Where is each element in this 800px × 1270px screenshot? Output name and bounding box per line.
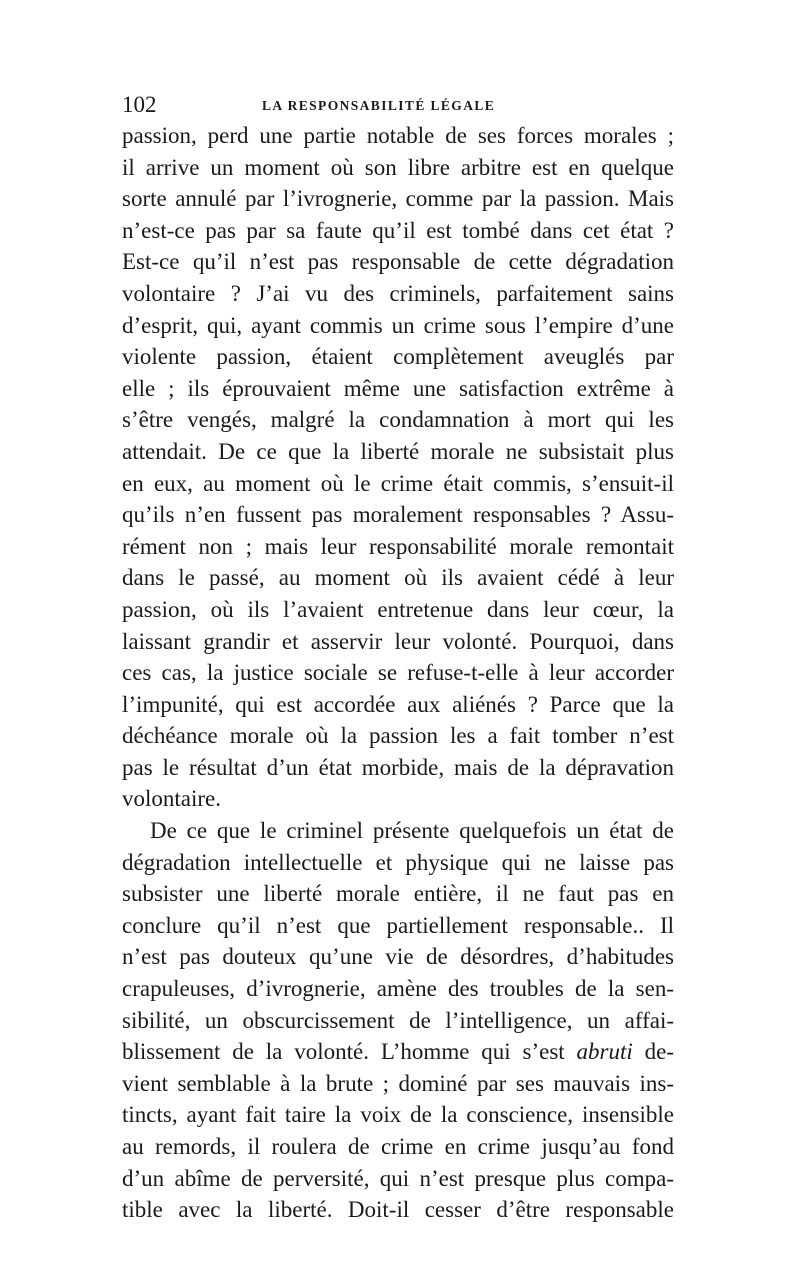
text-line: d’un abîme de perversité, qui n’est presque plus compa- xyxy=(122,1165,674,1191)
text-line: rément non ; mais leur responsabilité morale remontait xyxy=(122,533,674,559)
text-line-with-italic xyxy=(122,1036,674,1068)
text-line: d’esprit, qui, ayant commis un crime sous l’empire d’une xyxy=(122,312,674,338)
text-line: il arrive un moment où son libre arbitre est en quelque xyxy=(122,154,674,180)
text-line: Est-ce qu’il n’est pas responsable de cette dégradation xyxy=(122,249,674,275)
running-title: LA RESPONSABILITÉ LÉGALE xyxy=(262,98,496,113)
text-line: conclure qu’il n’est que partiellement responsable.. Il xyxy=(122,912,674,938)
text-line: ces cas, la justice sociale se refuse-t-elle à leur accorder xyxy=(122,660,674,686)
text-line: déchéance morale où la passion les a fait tomber n’est xyxy=(122,723,674,749)
text-line: passion, où ils l’avaient entretenue dans leur cœur, la xyxy=(122,596,674,622)
running-head xyxy=(122,90,674,120)
text-line: volontaire ? J’ai vu des criminels, parfaitement sains xyxy=(122,280,674,306)
text-line: vient semblable à la brute ; dominé par ses mauvais ins- xyxy=(122,1070,674,1096)
text-line: s’être vengés, malgré la condamnation à mort qui les xyxy=(122,407,674,433)
text-line: violente passion, étaient complètement aveuglés par xyxy=(122,344,674,370)
italic-word: abruti xyxy=(576,1039,633,1065)
text-line: dans le passé, au moment où ils avaient cédé à leur xyxy=(122,565,674,591)
paragraph-2 xyxy=(122,815,674,1226)
text-line: qu’ils n’en fussent pas moralement responsables ? Assu- xyxy=(122,502,674,528)
text-line: tible avec la liberté. Doit-il cesser d’être responsable xyxy=(122,1197,674,1223)
paragraph-1 xyxy=(122,120,674,815)
text-line: volontaire. xyxy=(122,786,221,812)
text-line: laissant grandir et asservir leur volonté. Pourquoi, dans xyxy=(122,628,674,654)
text-line: au remords, il roulera de crime en crime jusqu’au fond xyxy=(122,1134,674,1159)
text-line: elle ; ils éprouvaient même une satisfaction extrême à xyxy=(122,375,674,401)
text-line: en eux, au moment où le crime était commis, s’ensuit-il xyxy=(122,470,674,496)
book-page xyxy=(122,90,674,1226)
text-line: n’est-ce pas par sa faute qu’il est tombé dans cet état ? xyxy=(122,217,674,243)
text-line: pas le résultat d’un état morbide, mais de la dépravation xyxy=(122,754,674,780)
text-line: dégradation intellectuelle et physique qui ne laisse pas xyxy=(122,849,674,875)
text-line: sibilité, un obscurcissement de l’intelligence, un affai- xyxy=(122,1007,674,1033)
text-line: crapuleuses, d’ivrognerie, amène des troubles de la sen- xyxy=(122,976,674,1002)
text-line: De ce que le criminel présente quelquefois un état de xyxy=(150,818,674,844)
text-line: attendait. De ce que la liberté morale ne subsistait plus xyxy=(122,438,674,464)
text-line: sorte annulé par l’ivrognerie, comme par la passion. Mais xyxy=(122,186,674,212)
text-line: subsister une liberté morale entière, il ne faut pas en xyxy=(122,881,674,907)
text-line: passion, perd une partie notable de ses forces morales ; xyxy=(122,123,674,148)
line-text: blissement de la volonté. L’homme qui s’est xyxy=(122,1039,565,1065)
text-line: tincts, ayant fait taire la voix de la conscience, insensible xyxy=(122,1102,674,1128)
text-line: n’est pas douteux qu’une vie de désordres, d’habitudes xyxy=(122,944,674,970)
line-text-end: de- xyxy=(632,1039,675,1065)
text-line: l’impunité, qui est accordée aux aliénés ? Parce que la xyxy=(122,691,674,717)
page-number: 102 xyxy=(122,92,157,117)
